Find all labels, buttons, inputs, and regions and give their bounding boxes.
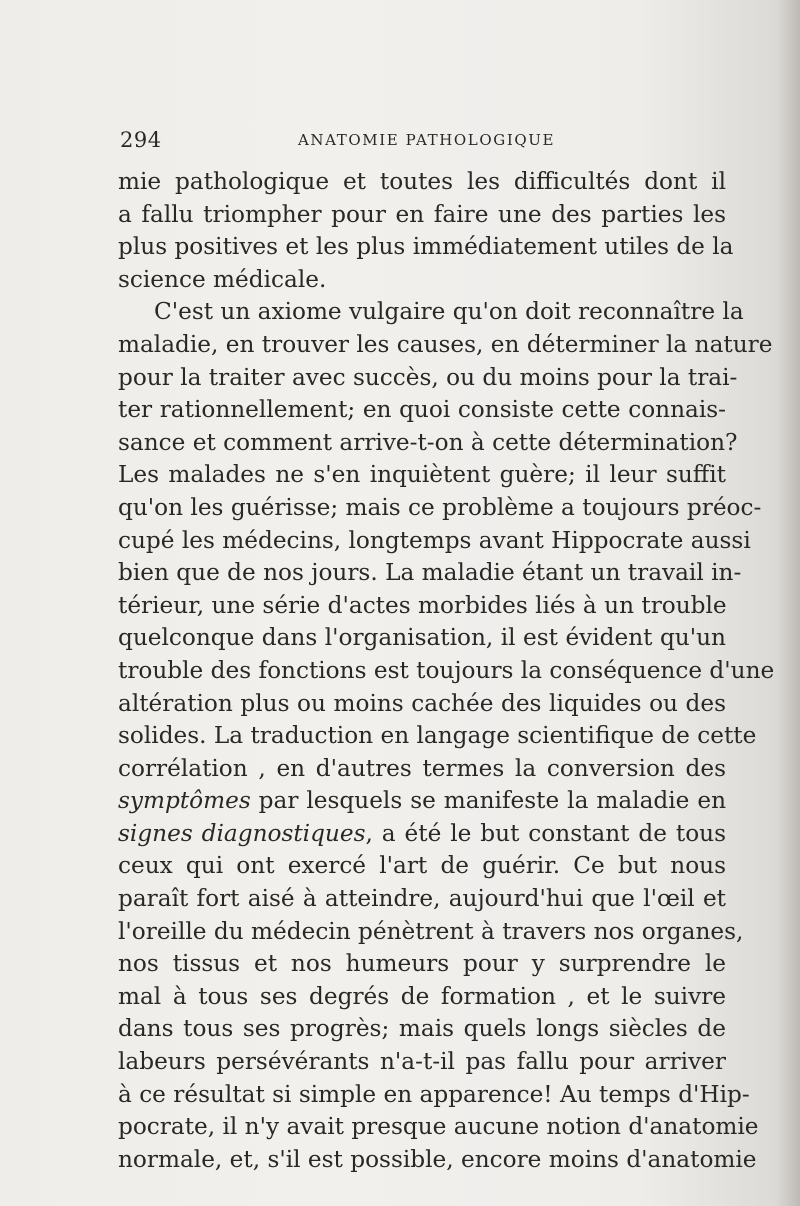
line-text: ceux qui ont exercé l'art de guérir. Ce but nous (118, 852, 726, 880)
line-text: ter rationnellement; en quoi consiste cette connais- (118, 396, 726, 424)
text-line (118, 753, 726, 786)
line-text: trouble des fonctions est toujours la conséquence d'une (118, 656, 775, 684)
line-text: normale, et, s'il est possible, encore moins d'anatomie (118, 1145, 757, 1173)
line-text: térieur, une série d'actes morbides liés à un trouble (118, 591, 727, 619)
text-line (118, 688, 726, 721)
text-line (118, 264, 726, 297)
line-text: mal à tous ses degrés de formation , et le suivre (118, 982, 726, 1010)
text-line (118, 296, 744, 329)
text-line (118, 557, 742, 590)
line-text: quelconque dans l'organisation, il est évident qu'un (118, 624, 726, 652)
line-text: C'est un axiome vulgaire qu'on doit reconnaître la (154, 298, 744, 326)
text-line (118, 1144, 757, 1177)
line-text: l'oreille du médecin pénètrent à travers nos organes, (118, 917, 744, 945)
text-line (118, 720, 757, 753)
text-line (118, 916, 744, 949)
text-line (118, 427, 738, 460)
line-text: solides. La traduction en langage scientifique de cette (118, 722, 757, 750)
line-text: altération plus ou moins cachée des liquides ou des (118, 689, 726, 717)
text-line (118, 394, 726, 427)
line-text: Les malades ne s'en inquiètent guère; il leur suffit (118, 461, 726, 489)
line-text: nos tissus et nos humeurs pour y surprendre le (118, 950, 726, 978)
text-line (118, 981, 726, 1014)
line-text: labeurs persévérants n'a-t-il pas fallu pour arriver (118, 1048, 726, 1076)
text-line (118, 231, 734, 264)
text-line (118, 785, 726, 818)
line-text: pour la traiter avec succès, ou du moins pour la trai- (118, 363, 738, 391)
line-text: plus positives et les plus immédiatement utiles de la (118, 233, 734, 261)
text-line (118, 459, 726, 492)
line-text: maladie, en trouver les causes, en déterminer la nature (118, 330, 773, 358)
line-text: mie pathologique et toutes les difficultés dont il (118, 168, 726, 195)
page-number: 294 (120, 128, 162, 152)
text-line (118, 948, 726, 981)
line-text: dans tous ses progrès; mais quels longs siècles de (118, 1015, 726, 1043)
line-text: paraît fort aisé à atteindre, aujourd'hui que l'œil et (118, 885, 726, 913)
text-line (118, 492, 762, 525)
line-text: bien que de nos jours. La maladie étant un travail in- (118, 559, 742, 587)
italic-term: signes diagnostiques (118, 819, 366, 847)
text-line (118, 1046, 726, 1079)
text-line (118, 329, 773, 362)
text-line (118, 590, 726, 623)
text-line (118, 362, 738, 395)
text-line (118, 655, 775, 688)
line-text: a fallu triompher pour en faire une des parties les (118, 200, 726, 228)
italic-term: symptômes (118, 787, 251, 815)
text-line (118, 850, 726, 883)
text-line (118, 883, 726, 916)
text-line (118, 166, 726, 199)
line-text: par lesquels se manifeste la maladie en (250, 787, 726, 815)
text-line (118, 1079, 750, 1112)
text-line (118, 818, 726, 851)
line-text: pocrate, il n'y avait presque aucune notion d'anatomie (118, 1113, 759, 1141)
text-line (118, 1013, 726, 1046)
running-head: ANATOMIE PATHOLOGIQUE (298, 131, 556, 149)
text-line (118, 525, 751, 558)
line-text: cupé les médecins, longtemps avant Hippocrate aussi (118, 526, 751, 554)
line-text: qu'on les guérisse; mais ce problème a toujours préoc- (118, 493, 762, 521)
line-text: sance et comment arrive-t-on à cette détermination? (118, 428, 738, 456)
body-text (118, 166, 775, 1176)
text-line (118, 622, 726, 655)
text-line (118, 1111, 759, 1144)
line-text: corrélation , en d'autres termes la conversion des (118, 754, 726, 782)
line-text: science médicale. (118, 265, 327, 293)
text-line (118, 199, 726, 232)
page-header (118, 128, 730, 158)
line-text: à ce résultat si simple en apparence! Au temps d'Hip- (118, 1080, 750, 1108)
line-text: , a été le but constant de tous (365, 819, 727, 847)
